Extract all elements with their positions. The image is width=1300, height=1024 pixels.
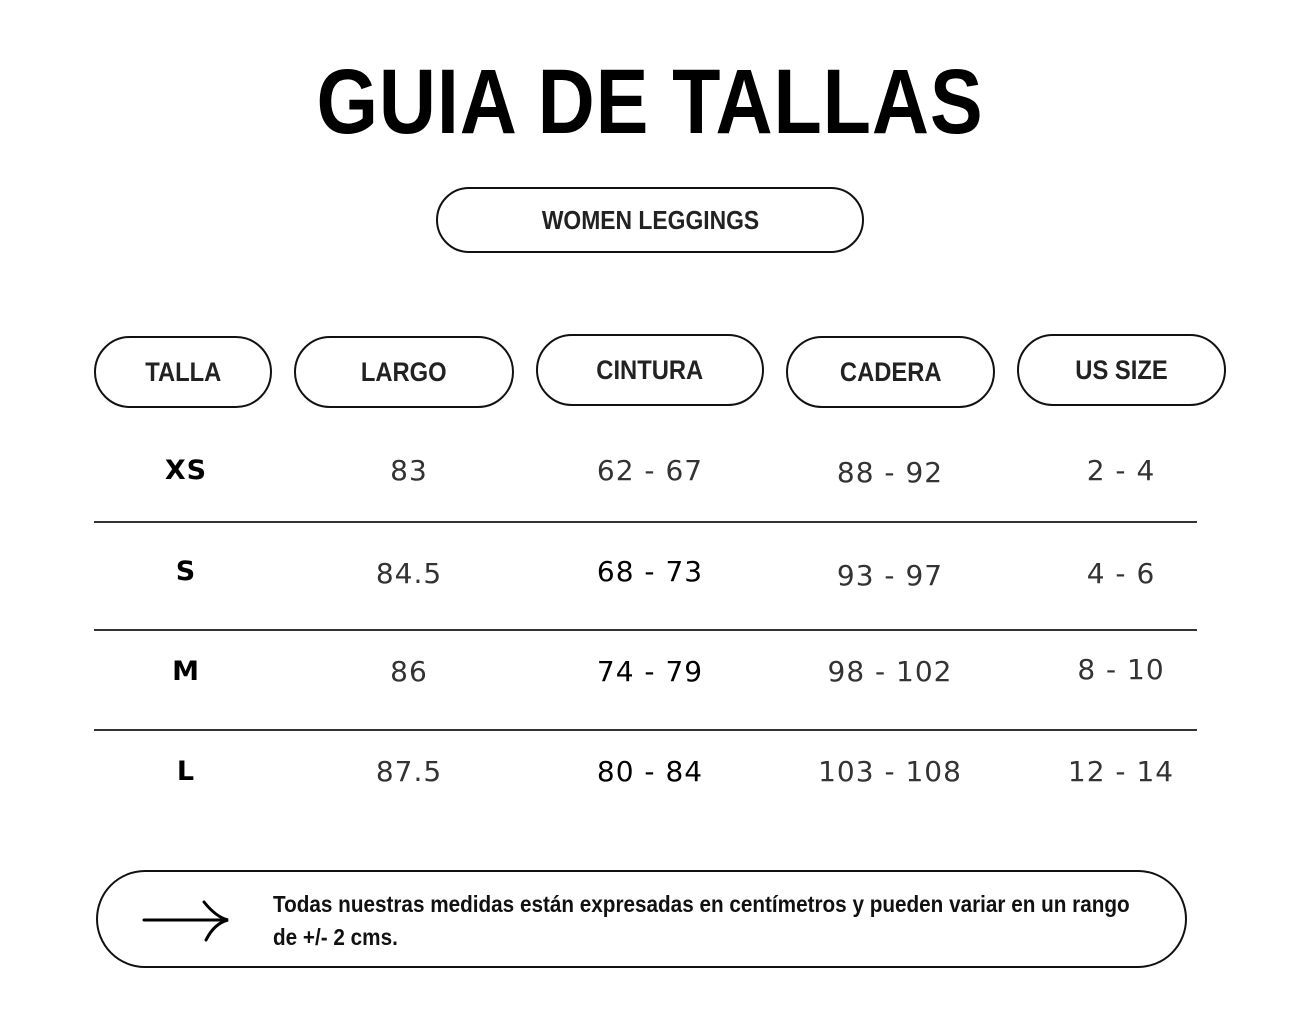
- column-header-largo: [294, 336, 514, 408]
- row-divider: [94, 521, 1197, 523]
- largo-cell: 83: [390, 453, 428, 487]
- column-header-talla: [94, 336, 272, 408]
- column-header-label: LARGO: [361, 356, 447, 387]
- column-header-cadera: [786, 336, 995, 408]
- column-header-label: CINTURA: [596, 354, 704, 385]
- cintura-cell: 62 - 67: [596, 453, 704, 487]
- product-category-badge: [436, 187, 864, 253]
- us-size-cell: 12 - 14: [1067, 754, 1175, 788]
- arrow-right-icon: [142, 898, 232, 942]
- note-text: Todas nuestras medidas están expresadas en centímetros y pueden variar en un rango de +/- 2 cms.: [273, 891, 1130, 950]
- product-category-label: WOMEN LEGGINGS: [541, 204, 759, 235]
- cintura-cell: 68 - 73: [596, 554, 704, 588]
- row-divider: [94, 629, 1197, 631]
- table-row: [0, 541, 1300, 601]
- cadera-cell: 103 - 108: [818, 754, 962, 788]
- size-cell: XS: [164, 454, 208, 486]
- cintura-cell: 74 - 79: [596, 654, 704, 688]
- column-header-label: CADERA: [839, 356, 942, 387]
- cadera-cell: 93 - 97: [836, 558, 944, 592]
- column-header-label: US SIZE: [1075, 354, 1168, 385]
- cadera-cell: 88 - 92: [836, 455, 944, 489]
- measurement-note: [96, 870, 1187, 968]
- page-title: GUIA DE TALLAS: [316, 51, 984, 153]
- size-cell: L: [176, 755, 196, 787]
- column-header-label: TALLA: [144, 356, 222, 387]
- us-size-cell: 8 - 10: [1077, 652, 1165, 686]
- cintura-cell: 80 - 84: [596, 754, 704, 788]
- cadera-cell: 98 - 102: [827, 654, 953, 688]
- largo-cell: 87.5: [375, 754, 443, 788]
- size-cell: S: [175, 555, 197, 587]
- size-cell: M: [172, 655, 200, 687]
- column-header-cintura: [536, 334, 764, 406]
- us-size-cell: 4 - 6: [1086, 556, 1156, 590]
- table-row: [0, 741, 1300, 801]
- largo-cell: 84.5: [375, 556, 443, 590]
- largo-cell: 86: [390, 654, 428, 688]
- column-header-us-size: [1017, 334, 1226, 406]
- table-row: [0, 641, 1300, 701]
- table-row: [0, 440, 1300, 500]
- us-size-cell: 2 - 4: [1086, 453, 1156, 487]
- row-divider: [94, 729, 1197, 731]
